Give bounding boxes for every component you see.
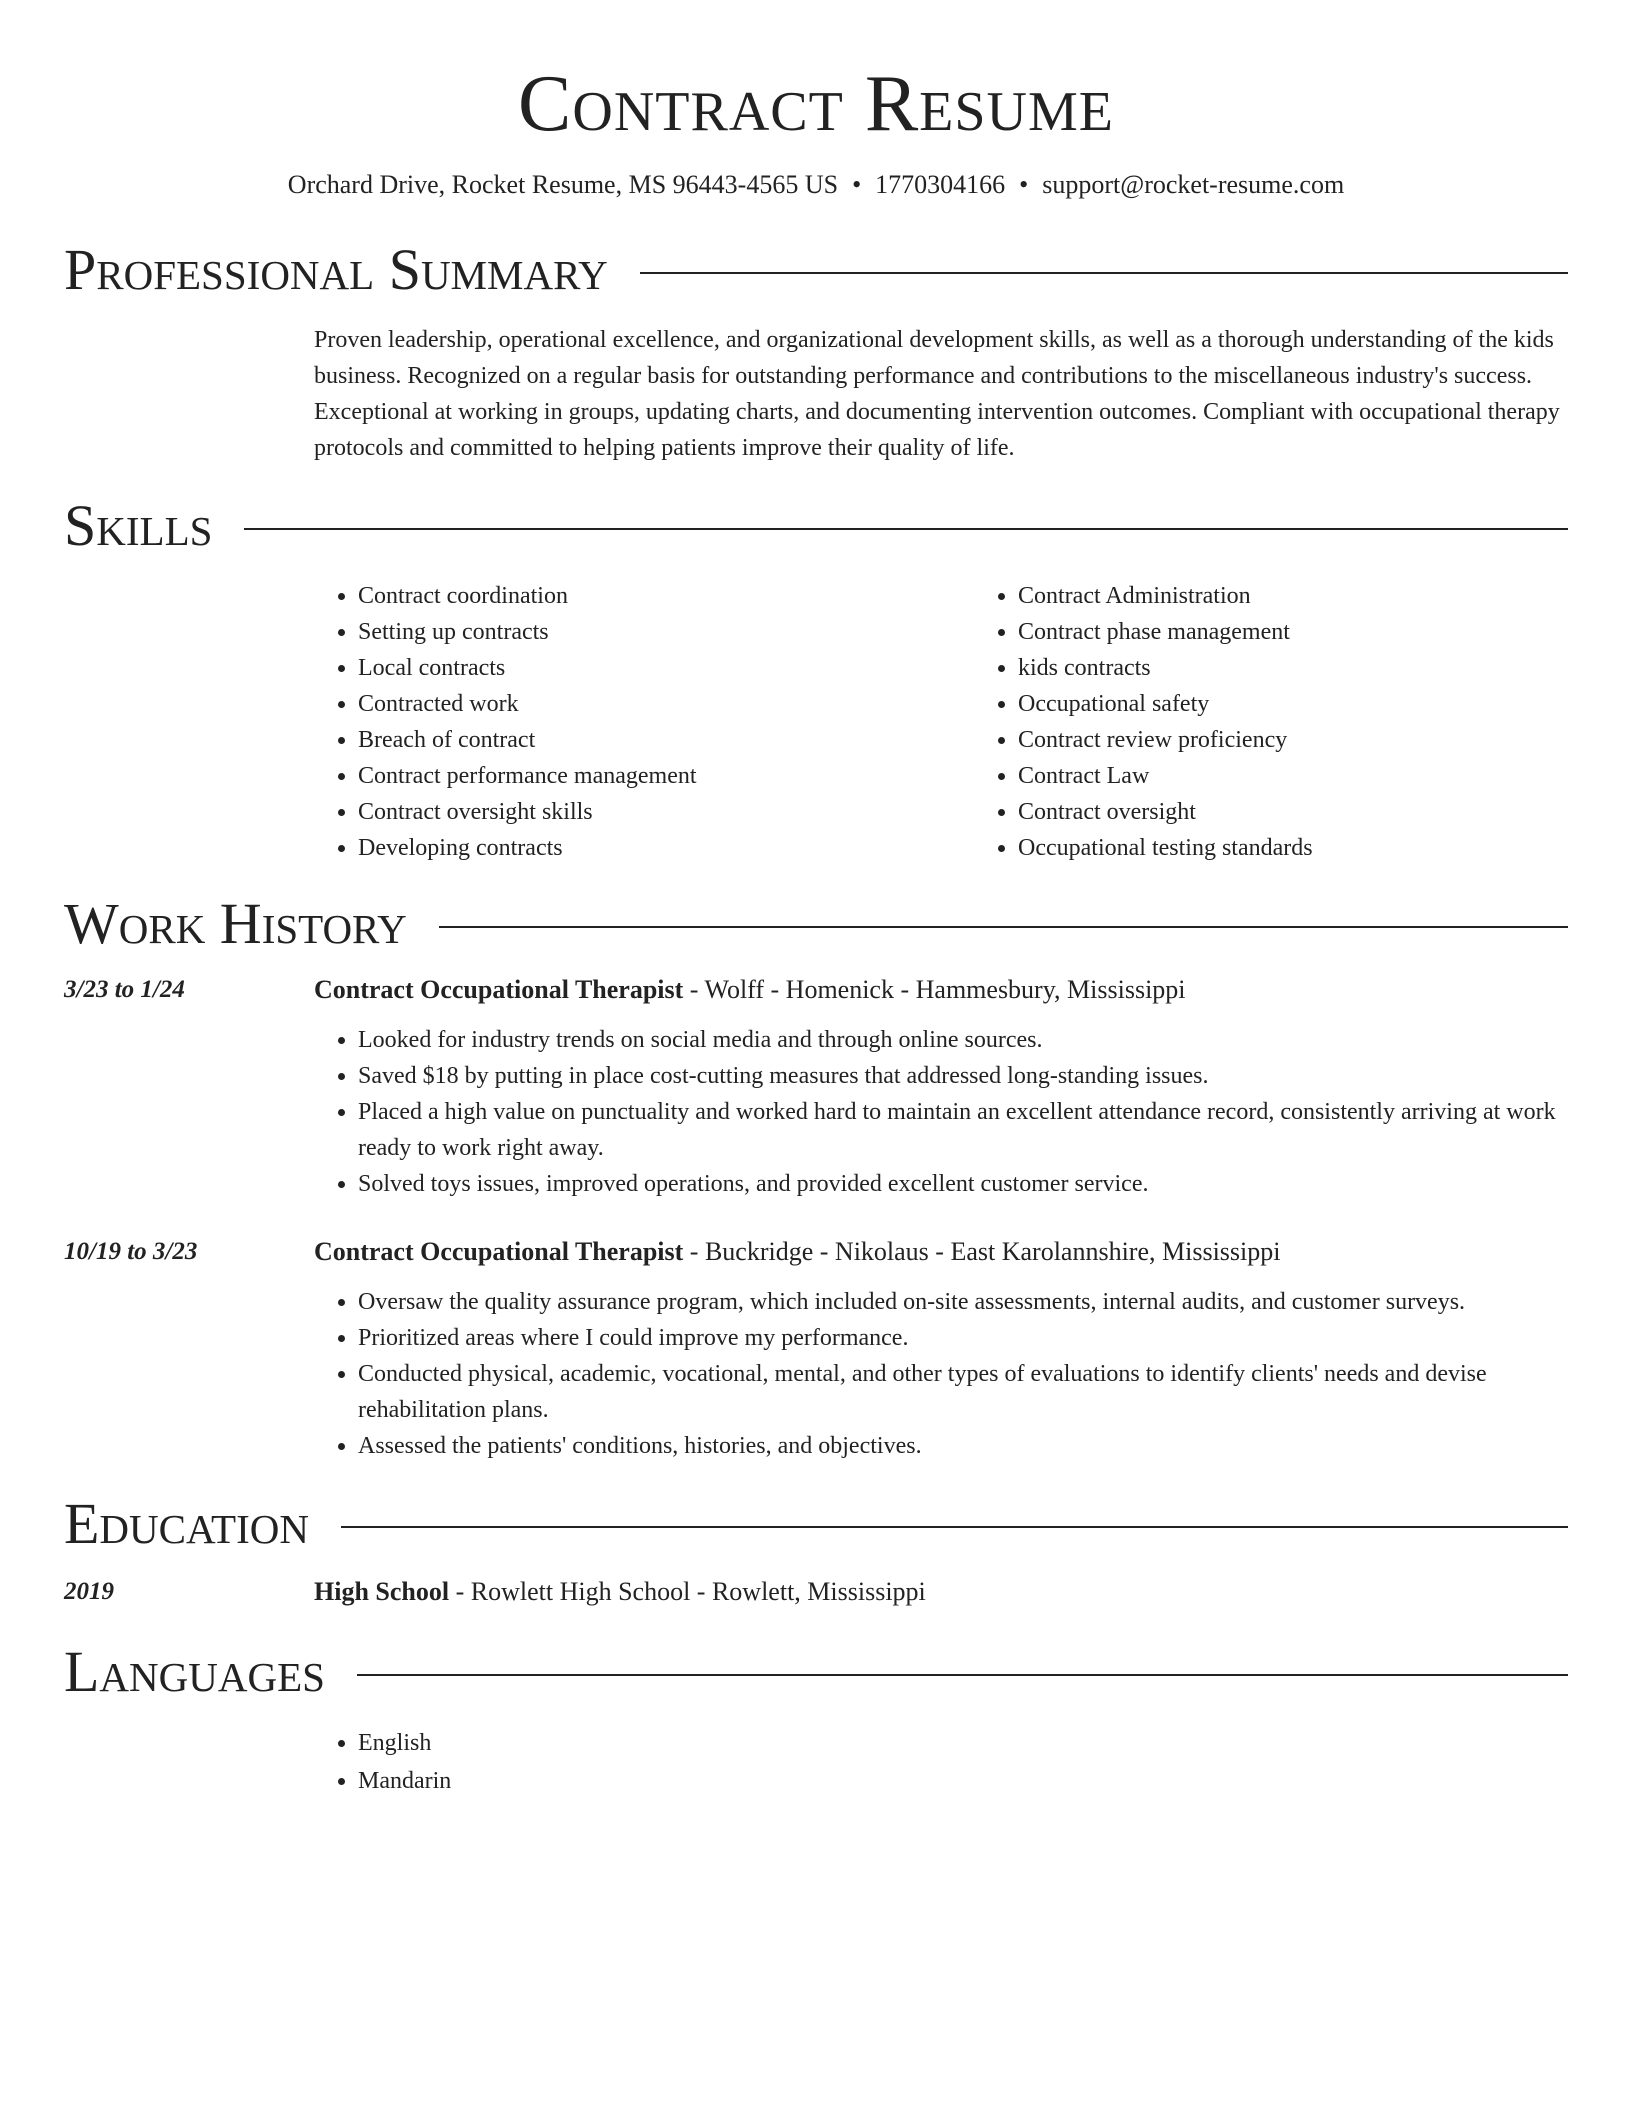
job-dates: 3/23 to 1/24	[64, 976, 185, 1003]
job-entry	[64, 972, 1568, 1202]
skill-item: • Breach of contract	[358, 722, 974, 758]
education-heading: Education	[64, 1491, 309, 1556]
job-title: Contract Occupational Therapist	[314, 1237, 684, 1266]
job-dates: 10/19 to 3/23	[64, 1238, 198, 1265]
job-bullet: • Prioritized areas where I could improve my performance.	[358, 1320, 1568, 1356]
resume-page	[64, 0, 1568, 1800]
skill-item: • Contracted work	[358, 686, 974, 722]
skill-item: • Occupational safety	[1018, 686, 1632, 722]
skill-item: • Contract oversight skills	[358, 794, 974, 830]
skill-item: • Contract Administration	[1018, 578, 1632, 614]
skills-list-left	[314, 578, 974, 866]
contact-line	[64, 168, 1568, 202]
job-bullet: • Saved $18 by putting in place cost-cutting measures that addressed long-standing issues.	[358, 1058, 1568, 1094]
education-school: - Rowlett High School - Rowlett, Mississippi	[449, 1577, 926, 1606]
section-divider	[640, 272, 1568, 274]
job-employer: - Buckridge - Nikolaus - East Karolannshire, Mississippi	[683, 1237, 1281, 1266]
separator: •	[852, 170, 862, 199]
skills-grid	[314, 578, 1632, 866]
education-entry	[64, 1574, 1568, 1610]
phone: 1770304166	[875, 170, 1006, 199]
job-bullet: • Assessed the patients' conditions, histories, and objectives.	[358, 1428, 1568, 1464]
section-divider	[357, 1674, 1568, 1676]
summary-section-header	[64, 238, 1568, 302]
job-heading	[314, 972, 1568, 1008]
languages-heading: Languages	[64, 1639, 325, 1704]
job-entry	[64, 1234, 1568, 1464]
skills-list-right	[974, 578, 1632, 866]
education-year: 2019	[64, 1578, 114, 1605]
job-bullet: • Looked for industry trends on social media and through online sources.	[358, 1022, 1568, 1058]
job-bullet: • Oversaw the quality assurance program, which included on-site assessments, internal audits, and customer surveys.	[358, 1284, 1568, 1320]
skills-section-header	[64, 494, 1568, 558]
separator: •	[1019, 170, 1029, 199]
job-bullet: • Conducted physical, academic, vocational, mental, and other types of evaluations to identify clients' needs and devise rehabilitation plans.	[358, 1356, 1568, 1428]
skill-item: • Local contracts	[358, 650, 974, 686]
skill-item: • Contract phase management	[1018, 614, 1632, 650]
skill-item: • Setting up contracts	[358, 614, 974, 650]
languages-list	[314, 1724, 1568, 1800]
summary-text: Proven leadership, operational excellence, and organizational development skills, as well as a thorough understanding of the kids business. Recognized on a regular basis for outstanding performance and contributions to the miscellaneous industry's success. Exceptional at working in groups, updating charts, and documenting intervention outcomes. Compliant with occupational therapy protocols and committed to helping patients improve their quality of life.	[314, 327, 1560, 461]
job-employer: - Wolff - Homenick - Hammesbury, Mississippi	[683, 975, 1186, 1004]
language-item: • Mandarin	[358, 1762, 1568, 1800]
skill-item: • Developing contracts	[358, 830, 974, 866]
summary-heading: Professional Summary	[64, 237, 608, 302]
resume-name: Contract Resume	[518, 60, 1114, 148]
skill-item: • Contract coordination	[358, 578, 974, 614]
job-title: Contract Occupational Therapist	[314, 975, 684, 1004]
skill-item: • Contract review proficiency	[1018, 722, 1632, 758]
skills-section	[64, 578, 1568, 866]
skills-heading: Skills	[64, 493, 213, 558]
job-bullet: • Solved toys issues, improved operations, and provided excellent customer service.	[358, 1166, 1568, 1202]
education-heading-line	[314, 1574, 1568, 1610]
skill-item: • Contract oversight	[1018, 794, 1632, 830]
education-degree: High School	[314, 1577, 450, 1606]
email: support@rocket-resume.com	[1042, 170, 1345, 199]
job-heading	[314, 1234, 1568, 1270]
languages-section-header	[64, 1640, 1568, 1704]
skill-item: • kids contracts	[1018, 650, 1632, 686]
job-bullets	[314, 1284, 1568, 1464]
section-divider	[341, 1526, 1568, 1528]
job-bullet: • Placed a high value on punctuality and worked hard to maintain an excellent attendance record, consistently arriving at work ready to work right away.	[358, 1094, 1568, 1166]
address: Orchard Drive, Rocket Resume, MS 96443-4565 US	[287, 170, 839, 199]
skill-item: • Contract Law	[1018, 758, 1632, 794]
skill-item: • Contract performance management	[358, 758, 974, 794]
section-divider	[244, 528, 1568, 530]
skill-item: • Occupational testing standards	[1018, 830, 1632, 866]
work-section-header	[64, 892, 1568, 956]
section-divider	[439, 926, 1568, 928]
languages-section	[64, 1704, 1568, 1800]
job-bullets	[314, 1022, 1568, 1202]
language-item: • English	[358, 1724, 1568, 1762]
work-heading: Work History	[64, 891, 407, 956]
summary-section	[64, 322, 1568, 466]
education-section-header	[64, 1492, 1568, 1556]
